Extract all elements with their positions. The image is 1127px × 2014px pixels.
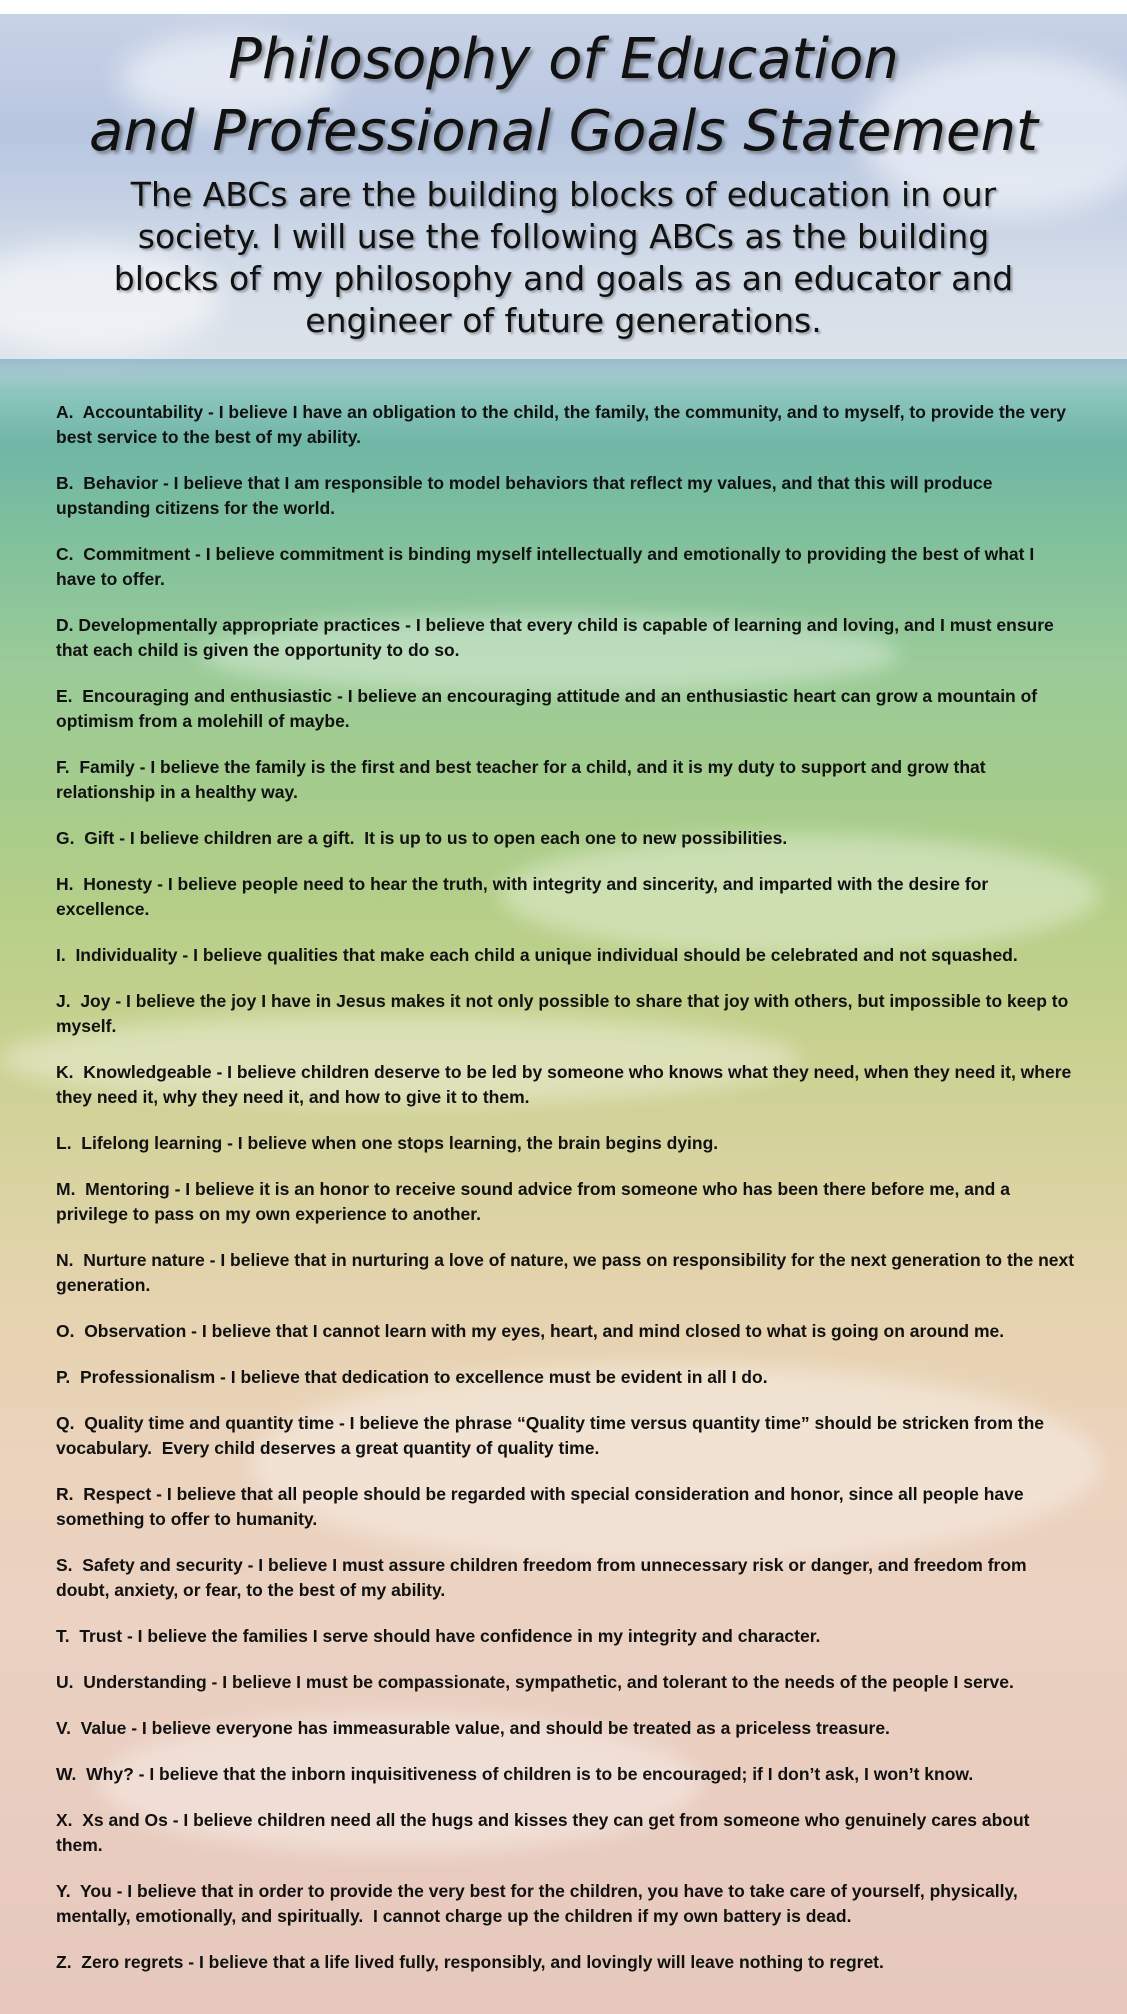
list-item: E. Encouraging and enthusiastic - I believe an encouraging attitude and an enthusiastic heart can grow a mountain of optimism from a molehill of maybe. bbox=[56, 686, 1043, 731]
list-item: P. Professionalism - I believe that dedication to excellence must be evident in all I do. bbox=[56, 1367, 768, 1387]
horizon-line bbox=[0, 359, 1127, 389]
list-item: K. Knowledgeable - I believe children deserve to be led by someone who knows what they need, when they need it, where they need it, why they need it, and how to give it to them. bbox=[56, 1062, 1077, 1107]
poster-page bbox=[0, 14, 1127, 2014]
list-item: U. Understanding - I believe I must be compassionate, sympathetic, and tolerant to the needs of the people I serve. bbox=[56, 1672, 1014, 1692]
list-item: A. Accountability - I believe I have an obligation to the child, the family, the community, and to myself, to provide the very best service to the best of my ability. bbox=[56, 402, 1071, 447]
list-item: W. Why? - I believe that the inborn inquisitiveness of children is to be encouraged; if I don’t ask, I won’t know. bbox=[56, 1764, 974, 1784]
intro-paragraph: The ABCs are the building blocks of education in our society. I will use the following ABCs as the building blocks of my philosophy and goals as an educator and engineer of future generations. bbox=[113, 175, 1014, 340]
list-item: V. Value - I believe everyone has immeasurable value, and should be treated as a priceless treasure. bbox=[56, 1718, 890, 1738]
list-item: B. Behavior - I believe that I am responsible to model behaviors that reflect my values, and that this will produce upstanding citizens for the world. bbox=[56, 473, 998, 518]
list-item: Z. Zero regrets - I believe that a life lived fully, responsibly, and lovingly will leave nothing to regret. bbox=[56, 1952, 884, 1972]
page-title bbox=[0, 14, 1127, 168]
list-item: T. Trust - I believe the families I serve should have confidence in my integrity and character. bbox=[56, 1626, 821, 1646]
header bbox=[0, 14, 1127, 342]
list-item: Q. Quality time and quantity time - I believe the phrase “Quality time versus quantity time” should be stricken from the vocabulary. Every child deserves a great quantity of quality time. bbox=[56, 1413, 1049, 1458]
list-item: X. Xs and Os - I believe children need all the hugs and kisses they can get from someone who genuinely cares about them. bbox=[56, 1810, 1035, 1855]
list-item: O. Observation - I believe that I cannot learn with my eyes, heart, and mind closed to what is going on around me. bbox=[56, 1321, 1005, 1341]
list-item: I. Individuality - I believe qualities that make each child a unique individual should be celebrated and not squashed. bbox=[56, 945, 1018, 965]
list-item: L. Lifelong learning - I believe when one stops learning, the brain begins dying. bbox=[56, 1133, 719, 1153]
abc-list bbox=[56, 400, 1079, 1996]
list-item: C. Commitment - I believe commitment is binding myself intellectually and emotionally to providing the best of what I have to offer. bbox=[56, 544, 1040, 589]
list-item: R. Respect - I believe that all people should be regarded with special consideration and honor, since all people have something to offer to humanity. bbox=[56, 1484, 1029, 1529]
list-item: F. Family - I believe the family is the first and best teacher for a child, and it is my duty to support and grow that relationship in a healthy way. bbox=[56, 757, 991, 802]
list-item: J. Joy - I believe the joy I have in Jesus makes it not only possible to share that joy with others, but impossible to keep to myself. bbox=[56, 991, 1074, 1036]
title-line-1: Philosophy of Education bbox=[228, 27, 899, 92]
list-item: H. Honesty - I believe people need to hear the truth, with integrity and sincerity, and imparted with the desire for excellence. bbox=[56, 874, 994, 919]
list-item: D. Developmentally appropriate practices - I believe that every child is capable of learning and loving, and I must ensure that each child is given the opportunity to do so. bbox=[56, 615, 1059, 660]
list-item: N. Nurture nature - I believe that in nurturing a love of nature, we pass on responsibility for the next generation to the next generation. bbox=[56, 1250, 1079, 1295]
list-item: G. Gift - I believe children are a gift. It is up to us to open each one to new possibilities. bbox=[56, 828, 788, 848]
list-item: M. Mentoring - I believe it is an honor to receive sound advice from someone who has been there before me, and a privilege to pass on my own experience to another. bbox=[56, 1179, 1015, 1224]
title-line-2: and Professional Goals Statement bbox=[89, 99, 1038, 164]
list-item: S. Safety and security - I believe I must assure children freedom from unnecessary risk or danger, and freedom from doubt, anxiety, or fear, to the best of my ability. bbox=[56, 1555, 1032, 1600]
list-item: Y. You - I believe that in order to provide the very best for the children, you have to take care of yourself, physically, mentally, emotionally, and spiritually. I cannot charge up the children if my own battery is dead. bbox=[56, 1881, 1023, 1926]
